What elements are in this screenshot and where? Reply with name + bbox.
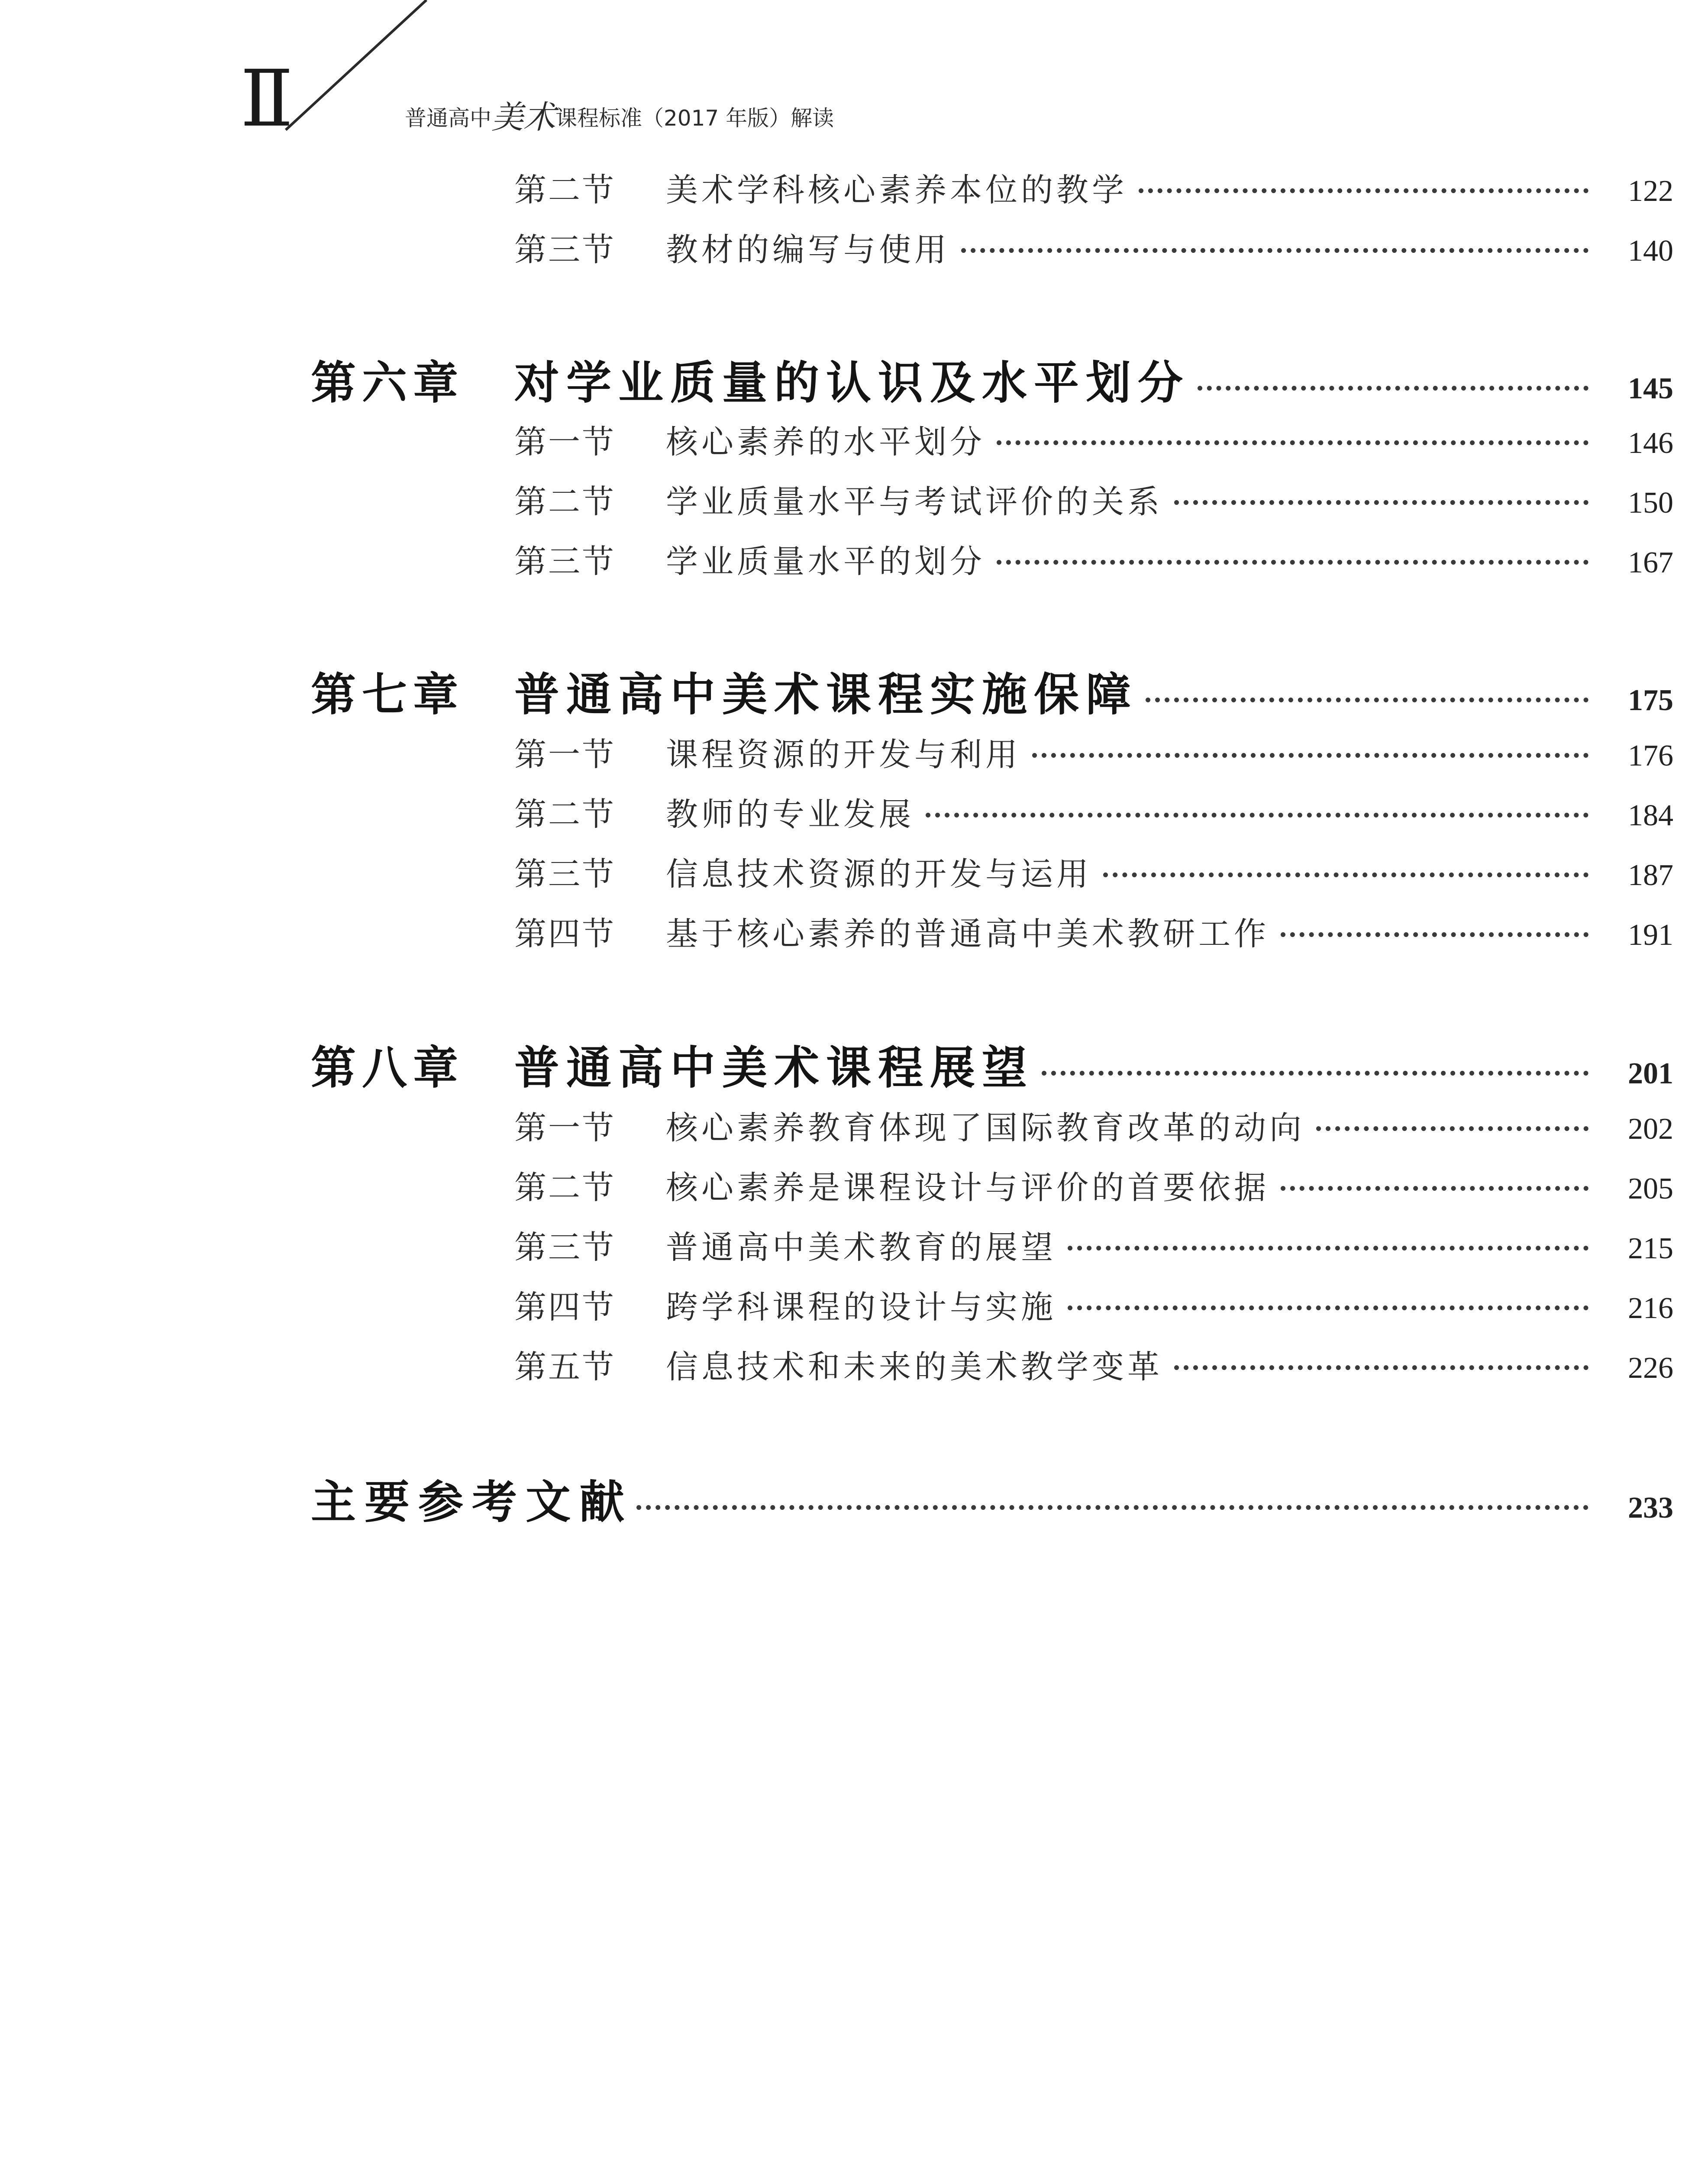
section-title: 核心素养的水平划分 [666, 423, 985, 461]
section-page-number: 122 [1628, 174, 1673, 208]
toc-section-entry[interactable] [514, 1282, 1673, 1328]
section-number: 第四节 [514, 915, 616, 953]
section-title: 信息技术和未来的美术教学变革 [666, 1348, 1163, 1386]
dot-leader [1146, 698, 1589, 702]
section-number: 第二节 [514, 483, 616, 520]
toc-section-entry[interactable] [514, 1162, 1673, 1208]
section-page-number: 215 [1628, 1232, 1673, 1265]
dot-leader [1198, 386, 1589, 391]
section-page-number: 226 [1628, 1351, 1673, 1385]
toc-references[interactable] [311, 1466, 1673, 1531]
section-page-number: 202 [1628, 1112, 1673, 1146]
section-page-number: 191 [1628, 918, 1673, 952]
toc-section-entry[interactable] [514, 224, 1673, 270]
section-number: 第一节 [514, 1109, 616, 1147]
toc-section-entry[interactable] [514, 729, 1673, 775]
toc-section-entry[interactable] [514, 536, 1673, 582]
section-number: 第一节 [514, 423, 616, 461]
chapter-page-number: 175 [1628, 684, 1673, 717]
chapter-page-number: 145 [1628, 372, 1673, 405]
section-page-number: 216 [1628, 1292, 1673, 1325]
dot-leader [1042, 1071, 1589, 1076]
toc-section-entry[interactable] [514, 908, 1673, 954]
section-title: 课程资源的开发与利用 [666, 736, 1021, 773]
toc-section-entry[interactable] [514, 1341, 1673, 1387]
section-page-number: 176 [1628, 739, 1673, 772]
book-title-suffix: 课程标准（2017 年版）解读 [555, 106, 834, 131]
references-title: 主要参考文献 [311, 1475, 633, 1528]
running-book-title [405, 99, 834, 136]
section-title: 教材的编写与使用 [666, 231, 950, 268]
dot-leader [1281, 1186, 1589, 1191]
dot-leader [1068, 1246, 1589, 1251]
dot-leader [997, 440, 1589, 445]
toc-section-entry[interactable] [514, 789, 1673, 835]
dot-leader [997, 560, 1589, 565]
section-page-number: 140 [1628, 234, 1673, 268]
toc-chapter-6[interactable] [311, 346, 1673, 411]
section-page-number: 167 [1628, 546, 1673, 579]
chapter-number: 第八章 [311, 1041, 465, 1094]
chapter-page-number: 201 [1628, 1057, 1673, 1090]
toc-section-entry[interactable] [514, 1102, 1673, 1148]
dot-leader [1068, 1305, 1589, 1310]
chapter-title: 对学业质量的认识及水平划分 [514, 356, 1190, 409]
section-number: 第二节 [514, 796, 616, 833]
section-title: 学业质量水平的划分 [666, 543, 985, 580]
toc-section-entry[interactable] [514, 417, 1673, 462]
section-page-number: 150 [1628, 486, 1673, 520]
dot-leader [1174, 500, 1589, 505]
section-title: 信息技术资源的开发与运用 [666, 856, 1092, 893]
dot-leader [1032, 753, 1589, 758]
toc-chapter-8[interactable] [311, 1031, 1673, 1096]
section-title: 核心素养是课程设计与评价的首要依据 [666, 1169, 1269, 1206]
references-page-number: 233 [1628, 1491, 1673, 1525]
section-title: 基于核心素养的普通高中美术教研工作 [666, 915, 1269, 953]
dot-leader [1174, 1365, 1589, 1370]
dot-leader [926, 813, 1589, 818]
section-number: 第四节 [514, 1289, 616, 1326]
section-number: 第三节 [514, 231, 616, 268]
section-number: 第一节 [514, 736, 616, 773]
section-page-number: 146 [1628, 427, 1673, 460]
section-page-number: 187 [1628, 859, 1673, 892]
toc-section-entry[interactable] [514, 476, 1673, 522]
dot-leader [1281, 932, 1589, 937]
dot-leader [636, 1505, 1589, 1510]
page-header [0, 0, 1708, 143]
page-number: Ⅱ [240, 56, 294, 142]
dot-leader [1103, 872, 1589, 877]
book-title-prefix: 普通高中 [405, 106, 491, 131]
section-number: 第三节 [514, 856, 616, 893]
dot-leader [1139, 188, 1589, 193]
section-number: 第二节 [514, 171, 616, 209]
section-number: 第二节 [514, 1169, 616, 1206]
dot-leader [1316, 1126, 1589, 1131]
book-title-art: 美术 [491, 99, 555, 136]
chapter-number: 第七章 [311, 668, 465, 721]
section-title: 普通高中美术教育的展望 [666, 1229, 1056, 1266]
chapter-title: 普通高中美术课程实施保障 [514, 668, 1138, 721]
chapter-number: 第六章 [311, 356, 465, 409]
toc-section-entry[interactable] [514, 849, 1673, 895]
dot-leader [961, 248, 1589, 253]
section-number: 第五节 [514, 1348, 616, 1386]
section-number: 第三节 [514, 543, 616, 580]
section-number: 第三节 [514, 1229, 616, 1266]
section-page-number: 205 [1628, 1172, 1673, 1205]
toc-section-entry[interactable] [514, 165, 1673, 210]
section-title: 跨学科课程的设计与实施 [666, 1289, 1056, 1326]
section-title: 学业质量水平与考试评价的关系 [666, 483, 1163, 520]
section-page-number: 184 [1628, 799, 1673, 832]
section-title: 核心素养教育体现了国际教育改革的动向 [666, 1109, 1305, 1147]
section-title: 美术学科核心素养本位的教学 [666, 171, 1127, 209]
chapter-title: 普通高中美术课程展望 [514, 1041, 1034, 1094]
toc-chapter-7[interactable] [311, 658, 1673, 723]
toc-section-entry[interactable] [514, 1222, 1673, 1268]
section-title: 教师的专业发展 [666, 796, 914, 833]
